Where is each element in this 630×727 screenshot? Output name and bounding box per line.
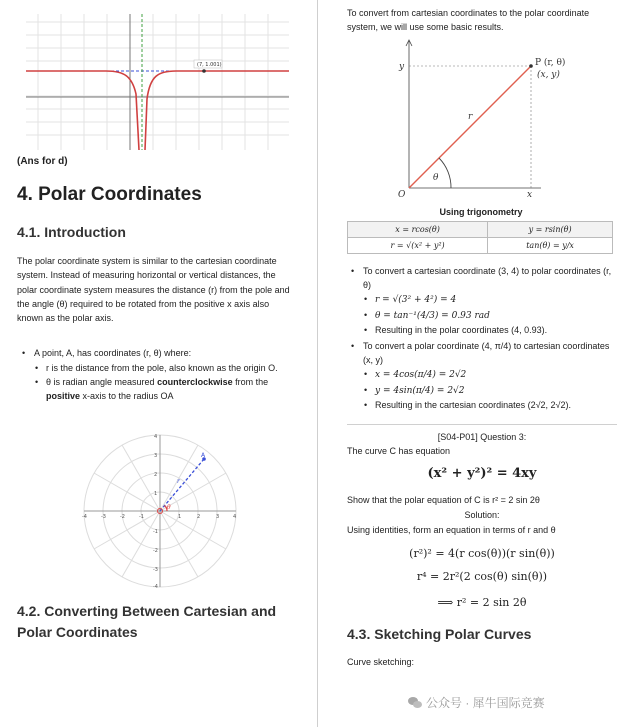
- question-curve: The curve C has equation: [347, 446, 451, 456]
- top-graph-label: (7, 1.001): [197, 62, 222, 68]
- trig-cell: x = rcos(θ): [348, 222, 488, 238]
- conv2-text: To convert a polar coordinate (4, π/4) to cartesian coordinates (x, y): [363, 341, 610, 366]
- polar-tick-x: 4: [233, 514, 237, 520]
- polar-tick-y: 2: [154, 472, 158, 478]
- ans-for-d: (Ans for d): [17, 156, 68, 167]
- solution-line-3: ⟹ r² = 2 sin 2θ: [437, 596, 527, 609]
- polar-label-r: r: [177, 478, 180, 485]
- heading-sketching: 4.3. Sketching Polar Curves: [347, 626, 532, 642]
- conv2-sub: [363, 367, 619, 382]
- conv1-sub: [363, 323, 619, 337]
- point-sub-item-theta: [34, 375, 292, 403]
- section-divider: [347, 424, 617, 425]
- sub2-c: from the: [232, 377, 269, 387]
- polar-label-theta: θ: [167, 504, 171, 511]
- solution-using: Using identities, form an equation in terms of r and θ: [347, 525, 556, 535]
- tri-label-theta: θ: [433, 173, 439, 183]
- convert-intro: To convert from cartesian coordinates to the polar coordinate system, we will use some basic results.: [347, 8, 590, 32]
- conv1-sub-text: θ = tan⁻¹(4/3) = 0.93 rad: [375, 310, 490, 321]
- conv1-sub: [363, 308, 619, 323]
- conv2-sub-text: Resulting in the cartesian coordinates (2√2, 2√2).: [375, 399, 571, 410]
- point-sub-item-r: [34, 361, 292, 375]
- polar-tick-x: 1: [178, 514, 182, 520]
- polar-tick-y: -2: [153, 548, 158, 554]
- conv1-sub: [363, 292, 619, 307]
- polar-tick-y: -1: [153, 529, 158, 535]
- sub2-e: x-axis to the radius OA: [80, 391, 174, 401]
- solution-line-1: (r²)² = 4(r cos(θ))(r sin(θ)): [409, 547, 555, 560]
- conv2-sub-text: x = 4cos(π/4) = 2√2: [375, 370, 467, 381]
- watermark-text: 公众号 · 犀牛国际竞赛: [426, 696, 545, 710]
- conversion-item: [349, 264, 619, 337]
- question-equation: (x² + y²)² = 4xy: [427, 466, 537, 481]
- polar-tick-x: 3: [216, 514, 220, 520]
- heading-polar-coordinates: 4. Polar Coordinates: [17, 184, 202, 205]
- point-list: [20, 346, 292, 403]
- tri-ray: [409, 66, 531, 188]
- top-graph-curve-right: [145, 71, 289, 150]
- trig-table: [347, 221, 613, 254]
- wechat-icon: [408, 697, 423, 709]
- point-sub-r-text: r is the distance from the pole, also known as the origin O.: [46, 363, 278, 373]
- triangle-diagram: [395, 38, 575, 198]
- polar-grid-diagram: [78, 430, 242, 592]
- trig-row: [348, 238, 613, 254]
- intro-paragraph: The polar coordinate system is similar to the cartesian coordinate system. Instead of measuring horizontal or vertical distances, the polar coordinate system measures the distance (r) from the pole and the angle (θ) required to be rotated from the positive x axis also known as the polar axis.: [17, 256, 290, 324]
- polar-tick-x: -3: [101, 514, 106, 520]
- heading-introduction: 4.1. Introduction: [17, 224, 126, 240]
- tri-label-y: y: [399, 62, 405, 72]
- trig-cell: tan(θ) = y/x: [488, 238, 613, 254]
- tri-label-r: r: [468, 112, 473, 122]
- question-title: [S04-P01] Question 3:: [437, 432, 527, 442]
- polar-tick-y: 1: [154, 491, 158, 497]
- triangle-svg: [395, 38, 575, 198]
- tri-label-xy: (x, y): [537, 70, 560, 80]
- polar-tick-y: 4: [154, 434, 158, 440]
- sub2-b: counterclockwise: [157, 377, 233, 387]
- question-show: Show that the polar equation of C is r² = 2 sin 2θ: [347, 495, 540, 505]
- polar-grid-svg: [78, 430, 242, 592]
- point-item: [20, 346, 292, 403]
- polar-tick-x: -2: [120, 514, 125, 520]
- sketching-text: Curve sketching:: [347, 657, 415, 667]
- solution-label: Solution:: [464, 510, 500, 520]
- conv1-text: To convert a cartesian coordinate (3, 4) to polar coordinates (r, θ): [363, 266, 612, 291]
- conversion-list: [349, 264, 619, 412]
- polar-tick-x: -4: [82, 514, 87, 520]
- trig-cell: y = rsin(θ): [488, 222, 613, 238]
- column-divider: [317, 0, 318, 727]
- polar-tick-y: -4: [153, 584, 158, 590]
- polar-label-a: A: [201, 452, 206, 459]
- top-graph-point: [202, 69, 206, 73]
- polar-tick-x: 2: [197, 514, 201, 520]
- top-graph-svg: [26, 14, 289, 150]
- top-graph-curve-left: [26, 71, 139, 150]
- conv2-sub-text: y = 4sin(π/4) = 2√2: [375, 385, 465, 396]
- watermark: [408, 694, 545, 711]
- tri-point-p: [529, 64, 533, 68]
- tri-label-p: P (r, θ): [535, 58, 566, 68]
- trig-row: [348, 222, 613, 238]
- polar-tick-y: 3: [154, 453, 158, 459]
- solution-line-2: r⁴ = 2r²(2 cos(θ) sin(θ)): [416, 570, 548, 583]
- top-graph: [26, 14, 289, 150]
- sub2-d: positive: [46, 391, 81, 401]
- conv1-sub-text: Resulting in the polar coordinates (4, 0.93).: [375, 324, 548, 335]
- polar-tick-y: -3: [153, 567, 158, 573]
- sub2-a: θ is radian angle measured: [46, 377, 158, 387]
- conv2-sub: [363, 383, 619, 398]
- conversion-item: [349, 339, 619, 412]
- conv2-sub: [363, 398, 619, 412]
- top-graph-grid: [26, 14, 289, 150]
- tri-angle-arc: [439, 158, 451, 188]
- point-text: A point, A, has coordinates (r, θ) where:: [34, 348, 192, 358]
- trig-title: Using trigonometry: [439, 207, 523, 217]
- heading-converting: 4.2. Converting Between Cartesian and Polar Coordinates: [17, 603, 277, 640]
- tri-label-x: x: [527, 190, 533, 198]
- trig-cell: r = √(x² + y²): [348, 238, 488, 254]
- polar-tick-x: -1: [139, 514, 144, 520]
- tri-label-o: O: [398, 190, 406, 198]
- conv1-sub-text: r = √(3² + 4²) = 4: [375, 295, 457, 306]
